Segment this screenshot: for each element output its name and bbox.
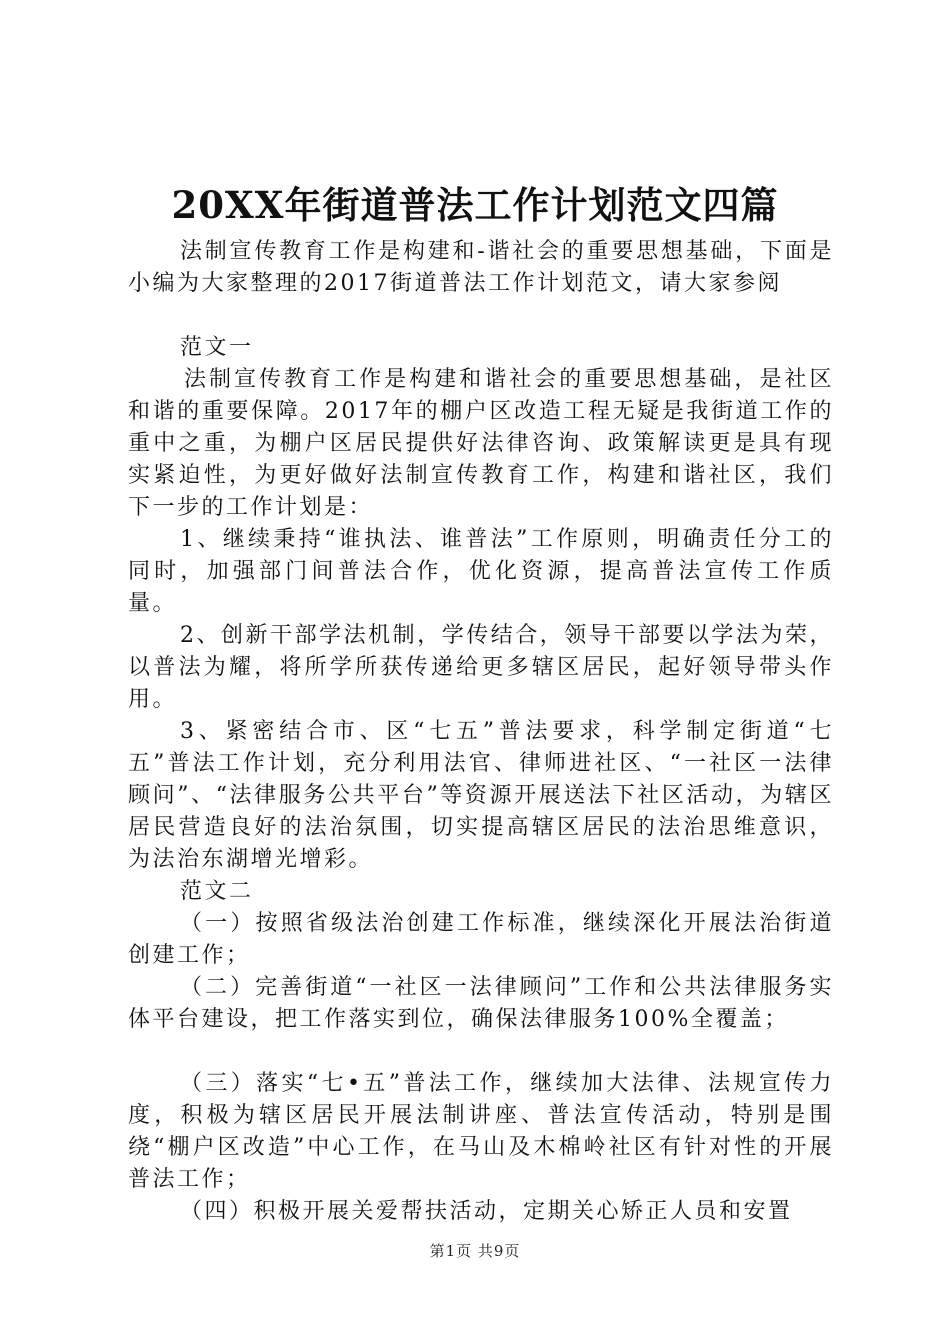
section2-heading: 范文二	[180, 879, 254, 904]
document-title: 20XX年街道普法工作计划范文四篇	[171, 183, 779, 227]
section1-item-1: 1、继续秉持“谁执法、谁普法”工作原则，明确责任分工的同时，加强部门间普法合作，优化资源，提高普法宣传工作质量。	[128, 527, 834, 616]
page-number: 第1页 共9页	[429, 1242, 521, 1260]
section1-item-2: 2、创新干部学法机制，学传结合，领导干部要以学法为荣，以普法为耀，将所学所获传递给更多辖区居民，起好领导带头作用。	[128, 623, 834, 712]
section2-item-1: （一）按照省级法治创建工作标准，继续深化开展法治街道创建工作；	[128, 911, 834, 968]
document-body	[128, 236, 834, 1228]
spacer	[128, 300, 834, 332]
section2-item-4: （四）积极开展关爱帮扶活动，定期关心矫正人员和安置	[180, 1199, 793, 1224]
spacer	[128, 1036, 834, 1068]
section1-heading: 范文一	[180, 335, 254, 360]
section2-item-3: （三）落实“七•五”普法工作，继续加大法律、法规宣传力度，积极为辖区居民开展法制讲座、普法宣传活动，特别是围绕“棚户区改造”中心工作，在马山及木棉岭社区有针对性的开展普法工作；	[128, 1071, 834, 1192]
section1-paragraph: 法制宣传教育工作是构建和谐社会的重要思想基础，是社区和谐的重要保障。2017年的棚户区改造工程无疑是我街道工作的重中之重，为棚户区居民提供好法律咨询、政策解读更是具有现实紧迫性，为更好做好法制宣传教育工作，构建和谐社区，我们下一步的工作计划是：	[128, 367, 834, 520]
section1-item-3: 3、紧密结合市、区“七五”普法要求，科学制定街道“七五”普法工作计划，充分利用法官、律师进社区、“一社区一法律顾问”、“法律服务公共平台”等资源开展送法下社区活动，为辖区居民营造良好的法治氛围，切实提高辖区居民的法治思维意识，为法治东湖增光增彩。	[128, 719, 834, 872]
intro-paragraph: 法制宣传教育工作是构建和-谐社会的重要思想基础，下面是小编为大家整理的2017街道普法工作计划范文，请大家参阅	[128, 239, 834, 296]
section2-item-2: （二）完善街道“一社区一法律顾问”工作和公共法律服务实体平台建设，把工作落实到位，确保法律服务100%全覆盖；	[128, 975, 834, 1032]
